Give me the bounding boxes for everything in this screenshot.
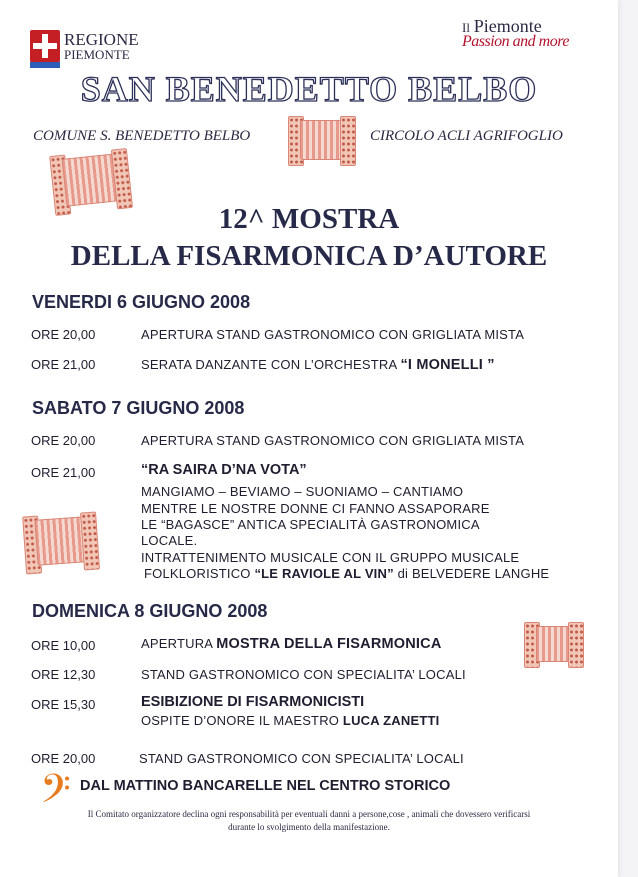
event-detail-line: MANGIAMO – BEVIAMO – SUONIAMO – CANTIAMO: [141, 484, 464, 499]
event-text: SERATA DANZANTE CON L’ORCHESTRA: [141, 357, 397, 372]
market-banner: DAL MATTINO BANCARELLE NEL CENTRO STORICO: [80, 778, 451, 794]
event-highlight: ESIBIZIONE DI FISARMONICISTI: [141, 694, 365, 710]
event-highlight: “RA SAIRA D’NA VOTA”: [141, 462, 307, 478]
event-detail-line: MENTRE LE NOSTRE DONNE CI FANNO ASSAPORARE: [141, 501, 490, 516]
event-time: ORE 15,30: [31, 697, 96, 712]
event-text: OSPITE D’ONORE IL MAESTRO: [141, 713, 340, 728]
piemonte-name: Piemonte: [473, 16, 542, 36]
event-text: FOLKLORISTICO: [144, 566, 251, 581]
right-organizer: CIRCOLO ACLI AGRIFOGLIO: [370, 128, 563, 144]
group-name: “LE RAVIOLE AL VIN”: [254, 566, 394, 581]
event-time: ORE 10,00: [31, 638, 96, 653]
piemonte-brand-logo: [462, 16, 569, 51]
disclaimer-line2: durante lo svolgimento della manifestazione.: [228, 822, 390, 832]
event-time: ORE 21,00: [31, 465, 96, 480]
event-description: APERTURA STAND GASTRONOMICO CON GRIGLIATA MISTA: [141, 327, 525, 342]
event-detail-line: LOCALE.: [141, 533, 198, 548]
event-description: [141, 357, 495, 373]
event-time: ORE 20,00: [31, 433, 96, 448]
exhibition-name: MOSTRA DELLA FISARMONICA: [216, 636, 442, 652]
event-time: ORE 21,00: [31, 357, 96, 372]
disclaimer-line1: Il Comitato organizzatore declina ogni responsabilità per eventuali danni a persone,cose , animali che dovessero verificarsi: [87, 809, 531, 819]
event-detail-line: [144, 566, 549, 581]
regione-piemonte-shield-icon: [30, 30, 60, 64]
accordion-icon: [22, 511, 100, 572]
event-detail-line: LE “BAGASCE” ANTICA SPECIALITÀ GASTRONOMICA: [141, 517, 480, 532]
event-text: di BELVEDERE LANGHE: [397, 566, 550, 581]
region-logo-line2: PIEMONTE: [64, 47, 130, 62]
accordion-icon: [288, 116, 354, 164]
guest-name: LUCA ZANETTI: [342, 713, 440, 728]
event-description: [141, 636, 442, 652]
event-text: APERTURA: [141, 636, 213, 651]
event-description: STAND GASTRONOMICO CON SPECIALITA’ LOCALI: [139, 751, 464, 766]
day-heading: DOMENICA 8 GIUGNO 2008: [32, 601, 268, 621]
day-heading: SABATO 7 GIUGNO 2008: [32, 398, 245, 418]
event-time: ORE 12,30: [31, 667, 96, 682]
event-time: ORE 20,00: [31, 327, 96, 342]
event-time: ORE 20,00: [31, 751, 96, 766]
event-detail-line: INTRATTENIMENTO MUSICALE CON IL GRUPPO MUSICALE: [141, 550, 520, 565]
piemonte-tagline: Passion and more: [462, 33, 569, 50]
piemonte-prefix: Il: [462, 20, 470, 35]
town-title: SAN BENEDETTO BELBO: [80, 69, 538, 109]
day-heading: VENERDI 6 GIUGNO 2008: [32, 292, 251, 312]
left-organizer: COMUNE S. BENEDETTO BELBO: [33, 128, 251, 144]
event-description: [141, 713, 439, 728]
event-description: APERTURA STAND GASTRONOMICO CON GRIGLIATA MISTA: [141, 433, 525, 448]
event-title-line2: DELLA FISARMONICA D’AUTORE: [70, 240, 548, 272]
region-logo-line1: REGIONE: [64, 30, 139, 49]
bass-clef-icon: 𝄢: [40, 766, 71, 822]
band-name: “I MONELLI ”: [400, 357, 495, 373]
regione-piemonte-logo: [30, 30, 139, 64]
accordion-icon: [524, 622, 582, 666]
event-title-line1: 12^ MOSTRA: [218, 203, 400, 235]
event-description: STAND GASTRONOMICO CON SPECIALITA’ LOCALI: [141, 667, 466, 682]
